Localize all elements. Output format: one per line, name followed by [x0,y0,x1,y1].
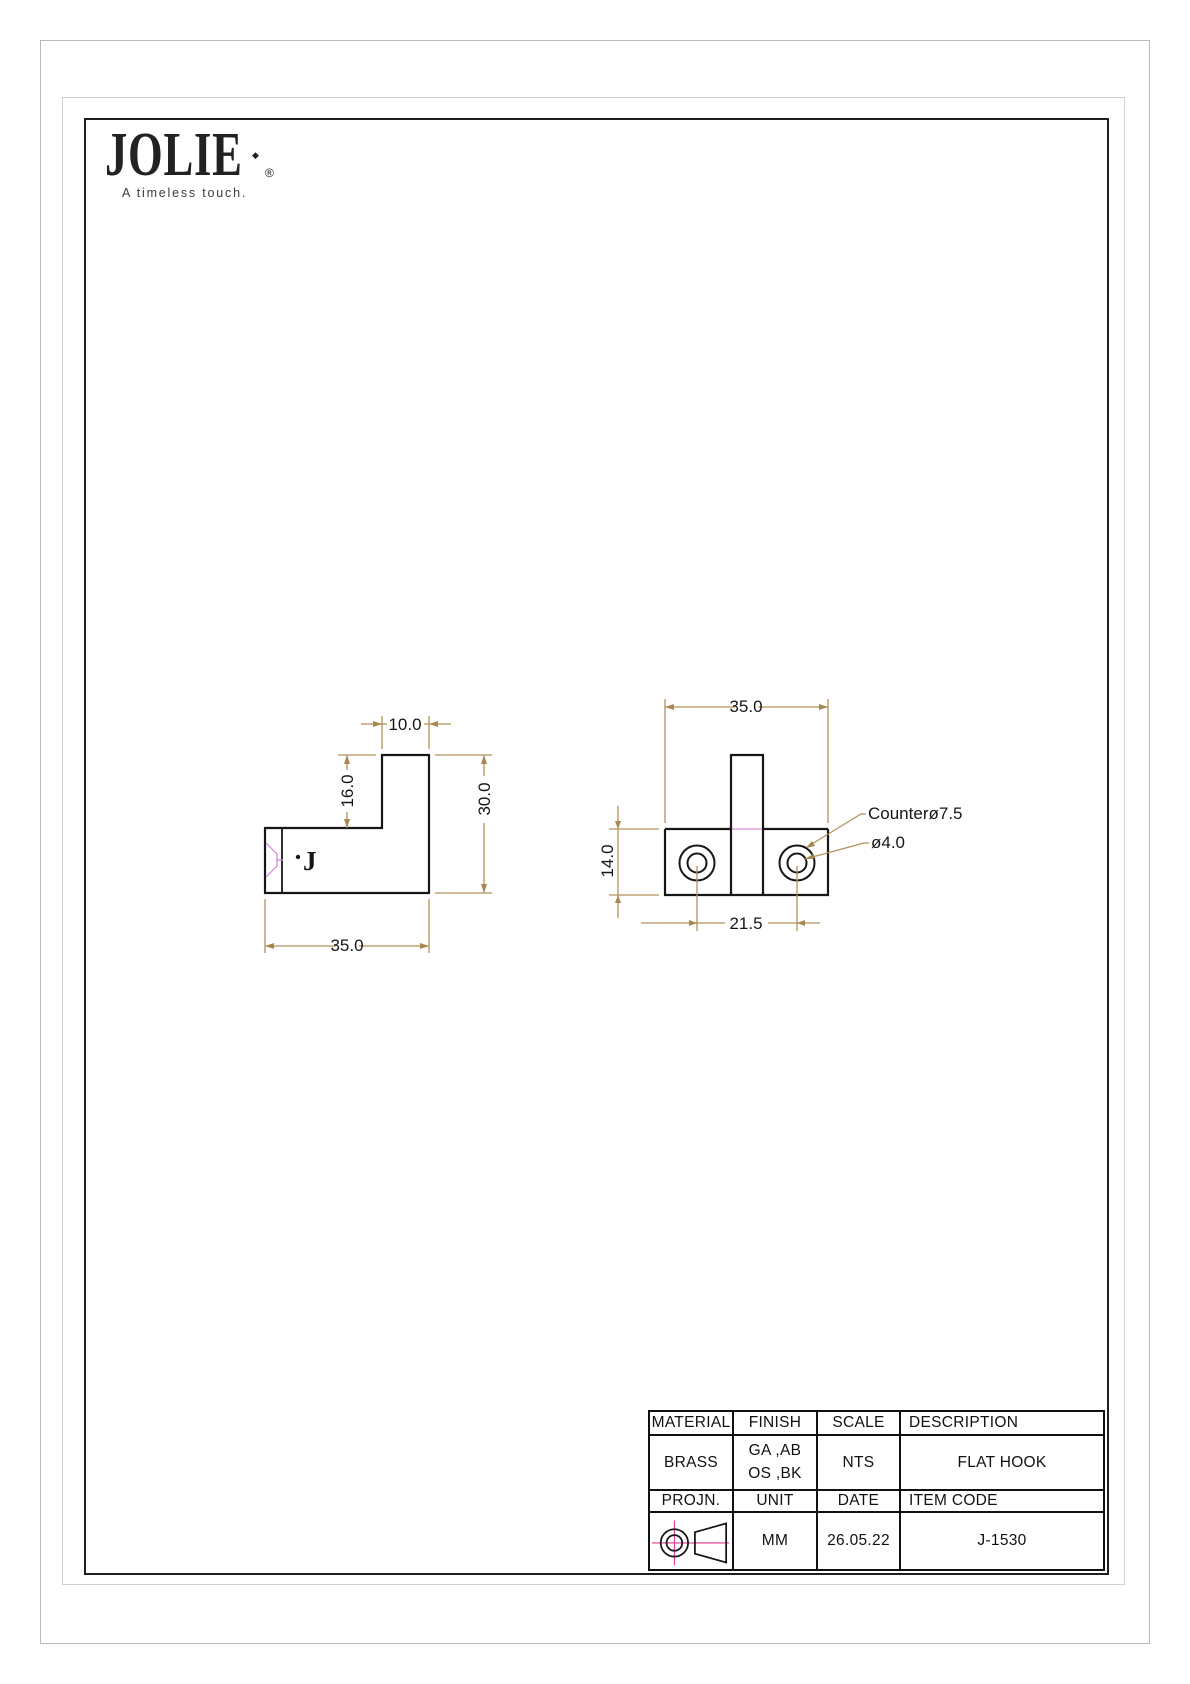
dim-14-arrow-top [615,821,621,829]
header-projection: PROJN. [650,1491,734,1513]
unit-value: MM [734,1513,818,1569]
hook-arm-outline [731,755,763,895]
header-finish: FINISH [734,1412,818,1436]
dim-21-arrow-left [689,920,697,926]
dim-35-front-arrow-right [819,704,828,710]
header-item-code: ITEM CODE [901,1491,1103,1513]
counterbore-leader-arrow [806,841,815,848]
counterbore-leader-line [807,814,866,847]
finish-value [734,1436,818,1491]
logo-diamond-icon: ◆ [252,150,259,160]
dim-35-front-lines [665,699,828,823]
dim-35-side-text: 35.0 [330,936,364,955]
header-description: DESCRIPTION [901,1412,1103,1436]
dim-10-arrow-right [429,721,438,727]
counterbore-callout-text: Counterø7.5 [868,804,963,823]
dim-35-front-arrow-left [665,704,674,710]
dim-16-arrow-top [344,755,350,764]
finish-line-1: GA ,AB [748,1442,802,1460]
orthographic-views [230,630,1010,970]
dim-30-arrow-bottom [481,884,487,893]
header-scale: SCALE [818,1412,901,1436]
title-block [648,1410,1105,1571]
dim-30-text: 30.0 [475,782,494,816]
j-mark-dot [296,855,300,859]
third-angle-projection-icon [650,1513,732,1569]
dim-16-text: 16.0 [338,774,357,808]
logo-wordmark: JOLIE [105,121,243,189]
brand-logo [105,121,425,214]
side-view [265,715,494,955]
header-date: DATE [818,1491,901,1513]
finish-line-2: OS ,BK [748,1464,802,1482]
registered-trademark-icon: ® [265,166,274,180]
dim-21-text: 21.5 [729,914,763,933]
item-code-value: J-1530 [977,1532,1027,1549]
header-material: MATERIAL [650,1412,734,1436]
dim-35-side-arrow-right [420,943,429,949]
date-value: 26.05.22 [818,1513,901,1569]
engraved-j-mark: J [303,846,317,876]
projection-symbol-cell [650,1513,734,1569]
description-value: FLAT HOOK [901,1436,1103,1491]
scale-value: NTS [818,1436,901,1491]
dim-14-text: 14.0 [598,844,617,878]
logo-tagline: A timeless touch. [122,186,248,200]
dim-14-arrow-bottom [615,895,621,903]
dim-35-front-text: 35.0 [729,697,763,716]
dim-35-side-arrow-left [265,943,274,949]
dim-30-arrow-top [481,755,487,764]
material-value: BRASS [650,1436,734,1491]
dim-16-arrow-bottom [344,819,350,828]
hole-callout-text: ø4.0 [871,833,906,852]
dim-10-text: 10.0 [388,715,422,734]
dim-30-lines [435,755,492,893]
dim-10-arrow-left [373,721,382,727]
front-view [598,697,963,933]
dim-21-arrow-right [797,920,805,926]
header-unit: UNIT [734,1491,818,1513]
